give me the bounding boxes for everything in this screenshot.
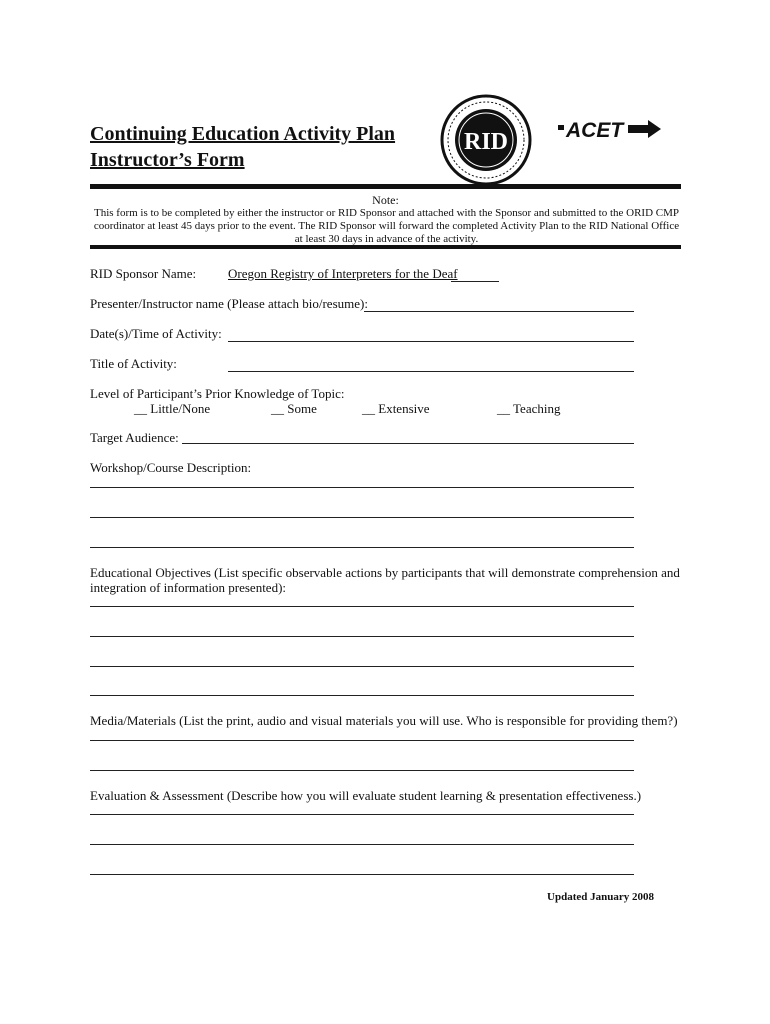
date-field[interactable]	[228, 341, 634, 342]
presenter-label: Presenter/Instructor name (Please attach bio/resume):	[90, 296, 368, 311]
evaluation-line[interactable]	[90, 844, 634, 845]
sponsor-label: RID Sponsor Name:	[90, 266, 197, 281]
media-line[interactable]	[90, 770, 634, 771]
description-line[interactable]	[90, 547, 634, 548]
media-line[interactable]	[90, 740, 634, 741]
title-label: Title of Activity:	[90, 356, 177, 371]
option-some[interactable]: __ Some	[271, 401, 317, 416]
option-teaching[interactable]: __ Teaching	[497, 401, 561, 416]
description-line[interactable]	[90, 487, 634, 488]
description-label: Workshop/Course Description:	[90, 460, 252, 475]
evaluation-label: Evaluation & Assessment (Describe how you will evaluate student learning & presentation effectiveness.)	[90, 788, 642, 803]
objectives-line[interactable]	[90, 695, 634, 696]
objectives-label: Educational Objectives (List specific observable actions by participants that will demonstrate comprehension and	[90, 565, 680, 580]
presenter-field[interactable]	[364, 311, 634, 312]
objectives-label-cont: integration of information presented):	[90, 580, 287, 595]
objectives-line[interactable]	[90, 636, 634, 637]
form-subtitle: Instructor’s Form	[90, 149, 245, 171]
objectives-line[interactable]	[90, 666, 634, 667]
note-text: This form is to be completed by either the instructor or RID Sponsor and attached with the Sponsor and submitted to the ORID CMP coordinator at least 45 days prior to the event. The RID Sponsor will forward the completed Activity Plan to the RID National Office at least 30 days in advance of the activity.	[93, 207, 680, 245]
audience-label: Target Audience:	[90, 430, 179, 445]
evaluation-line[interactable]	[90, 874, 634, 875]
acet-logo	[558, 116, 662, 142]
knowledge-label: Level of Participant’s Prior Knowledge of Topic:	[90, 386, 345, 401]
form-title: Continuing Education Activity Plan	[90, 123, 396, 145]
date-label: Date(s)/Time of Activity:	[90, 326, 222, 341]
rid-logo-text: RID	[463, 129, 509, 155]
option-extensive[interactable]: __ Extensive	[362, 401, 430, 416]
sponsor-value: Oregon Registry of Interpreters for the Deaf	[228, 266, 458, 281]
title-field[interactable]	[228, 371, 634, 372]
media-label: Media/Materials (List the print, audio and visual materials you will use. Who is responsible for providing them?)	[90, 713, 678, 728]
sponsor-line[interactable]	[451, 281, 499, 282]
evaluation-line[interactable]	[90, 814, 634, 815]
note-label: Note:	[372, 193, 399, 207]
audience-field[interactable]	[182, 443, 634, 444]
objectives-line[interactable]	[90, 606, 634, 607]
option-little-none[interactable]: __ Little/None	[134, 401, 211, 416]
bottom-divider	[90, 245, 681, 249]
rid-seal-logo	[440, 94, 532, 186]
description-line[interactable]	[90, 517, 634, 518]
updated-date: Updated January 2008	[547, 891, 654, 903]
arrow-icon	[628, 120, 661, 138]
top-divider	[90, 184, 681, 189]
acet-logo-text: ACET	[566, 119, 624, 142]
